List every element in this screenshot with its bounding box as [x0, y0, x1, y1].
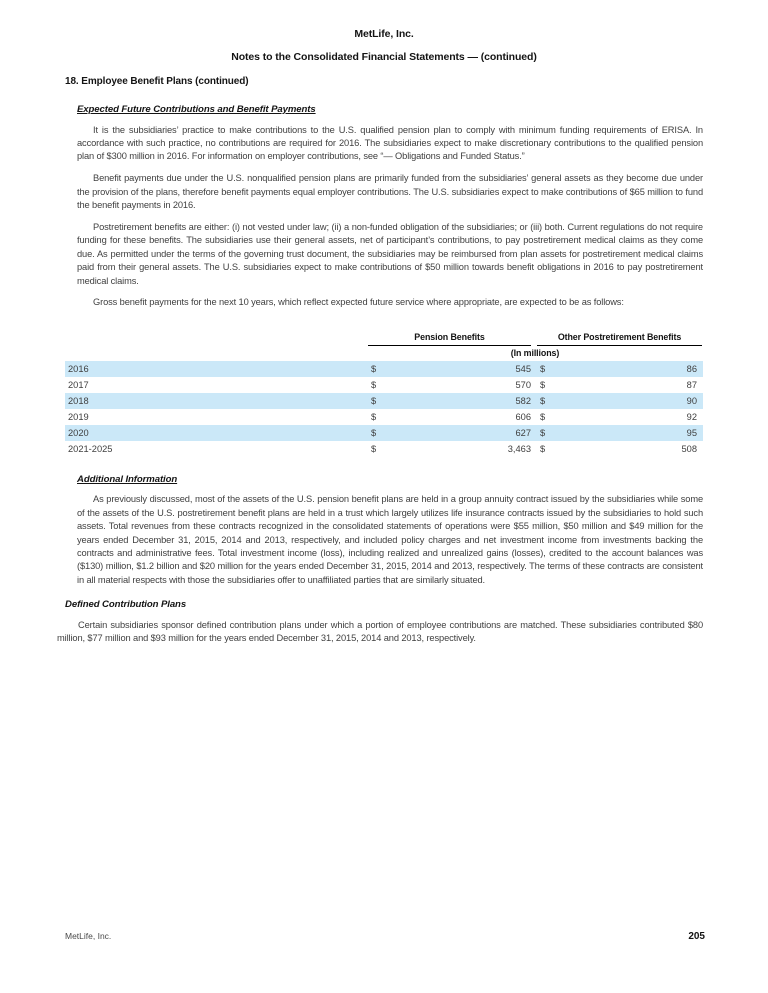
other-cell	[537, 396, 702, 406]
pension-cell	[368, 412, 531, 422]
other-value: 87	[686, 379, 697, 390]
subsection-expected	[77, 104, 703, 310]
pension-value: 627	[515, 427, 531, 438]
pension-value: 582	[515, 395, 531, 406]
table-row	[65, 393, 703, 409]
paragraph-expected-1: It is the subsidiaries’ practice to make contributions to the U.S. qualified pension plan to comply with minimum funding requirements of ERISA. In accordance with such practice, no contributions are required for 2016. The subsidiaries expect to make discretionary contributions to the qualified pension plan of $300 million in 2016. For information on employer contributions, see “— Obligations and Funded Status.”	[77, 124, 703, 162]
dollar-sign: $	[371, 427, 377, 438]
table-row	[65, 425, 703, 441]
subsection-heading-expected: Expected Future Contributions and Benefit Payments	[77, 104, 316, 115]
section-heading: 18. Employee Benefit Plans (continued)	[65, 76, 249, 87]
pension-cell	[368, 396, 531, 406]
table-row	[65, 409, 703, 425]
table-column-header-other: Other Postretirement Benefits	[537, 332, 702, 346]
dollar-sign: $	[540, 411, 546, 422]
page-number: 205	[688, 931, 705, 942]
page-footer	[65, 931, 705, 942]
pension-cell	[368, 444, 531, 454]
row-year-label: 2018	[68, 395, 89, 406]
dollar-sign: $	[540, 379, 546, 390]
dollar-sign: $	[540, 443, 546, 454]
pension-cell	[368, 428, 531, 438]
other-value: 95	[686, 427, 697, 438]
other-cell	[537, 444, 702, 454]
document-title: Notes to the Consolidated Financial Statements — (continued)	[231, 51, 537, 63]
benefit-payments-table	[65, 332, 703, 457]
dollar-sign: $	[371, 443, 377, 454]
subsection-heading-additional: Additional Information	[77, 473, 178, 485]
section-heading-defined: Defined Contribution Plans	[65, 599, 187, 611]
other-value: 90	[686, 395, 697, 406]
row-year-label: 2020	[68, 427, 89, 438]
dollar-sign: $	[540, 395, 546, 406]
dollar-sign: $	[371, 395, 377, 406]
paragraph-expected-4: Gross benefit payments for the next 10 years, which reflect expected future service where appropriate, are expected to be as follows:	[93, 297, 624, 308]
pension-value: 606	[515, 411, 531, 422]
other-value: 86	[686, 363, 697, 374]
pension-cell	[368, 364, 531, 374]
table-units-row	[65, 346, 703, 361]
row-year-label: 2021-2025	[68, 443, 113, 454]
row-year-label: 2016	[68, 363, 89, 374]
dollar-sign: $	[540, 363, 546, 374]
table-row	[65, 377, 703, 393]
subsection-additional	[77, 474, 703, 587]
dollar-sign: $	[371, 411, 377, 422]
table-header-row	[65, 332, 703, 346]
table-units-label: (In millions)	[510, 347, 560, 358]
other-value: 508	[681, 443, 697, 454]
company-name: MetLife, Inc.	[354, 28, 414, 40]
other-cell	[537, 412, 702, 422]
row-year-label: 2019	[68, 411, 89, 422]
other-value: 92	[686, 411, 697, 422]
other-cell	[537, 428, 702, 438]
dollar-sign: $	[540, 427, 546, 438]
paragraph-defined-1: Certain subsidiaries sponsor defined contribution plans under which a portion of employee contributions are matched. These subsidiaries contributed $80 million, $77 million and $93 million for the years ended December 31, 2015, 2014 and 2013, respectively.	[57, 619, 703, 644]
other-cell	[537, 380, 702, 390]
dollar-sign: $	[371, 363, 377, 374]
paragraph-expected-3: Postretirement benefits are either: (i) not vested under law; (ii) a non-funded obligation of the subsidiaries; or (iii) both. Current regulations do not require funding for these benefits. The subsidiaries use their general assets, net of participant’s contributions, to pay postretirement medical claims as they come due. As permitted under the terms of the governing trust document, the subsidiaries may be reimbursed from plan assets for postretirement medical claims paid from their general assets. The U.S. subsidiaries expect to make contributions of $50 million towards benefit obligations in 2016 to pay postretirement medical claims.	[77, 221, 703, 286]
paragraph-expected-2: Benefit payments due under the U.S. nonqualified pension plans are primarily funded from the subsidiaries’ general assets as they become due under the provision of the plans, therefore benefit payments equal employer contributions. The U.S. subsidiaries expect to make contributions of $65 million to fund the benefit payments in 2016.	[77, 173, 703, 211]
table-column-header-pension: Pension Benefits	[368, 332, 531, 346]
table-row	[65, 441, 703, 457]
pension-value: 570	[515, 379, 531, 390]
paragraph-additional-1: As previously discussed, most of the assets of the U.S. pension benefit plans are held in a group annuity contract issued by the subsidiaries while some of the assets of the U.S. postretirement benefit plans are held in a trust which largely utilizes life insurance contracts issued by the subsidiaries to hold such assets. Total revenues from these contracts recognized in the consolidated statements of operations were $55 million, $50 million and $49 million for the years ended December 31, 2015, 2014 and 2013, respectively, and included policy charges and net investment income from investments backing the contracts and administrative fees. Total investment income (loss), including realized and unrealized gains (losses), credited to the account balances was ($130) million, $1.2 billion and $20 million for the years ended December 31, 2015, 2014 and 2013, respectively. The terms of these contracts are consistent in all material respects with those the subsidiaries offer to unaffiliated parties that are similarly situated.	[77, 494, 703, 585]
row-year-label: 2017	[68, 379, 89, 390]
table-row	[65, 361, 703, 377]
footer-company: MetLife, Inc.	[65, 931, 112, 941]
dollar-sign: $	[371, 379, 377, 390]
other-cell	[537, 364, 702, 374]
pension-cell	[368, 380, 531, 390]
pension-value: 545	[515, 363, 531, 374]
pension-value: 3,463	[507, 443, 531, 454]
